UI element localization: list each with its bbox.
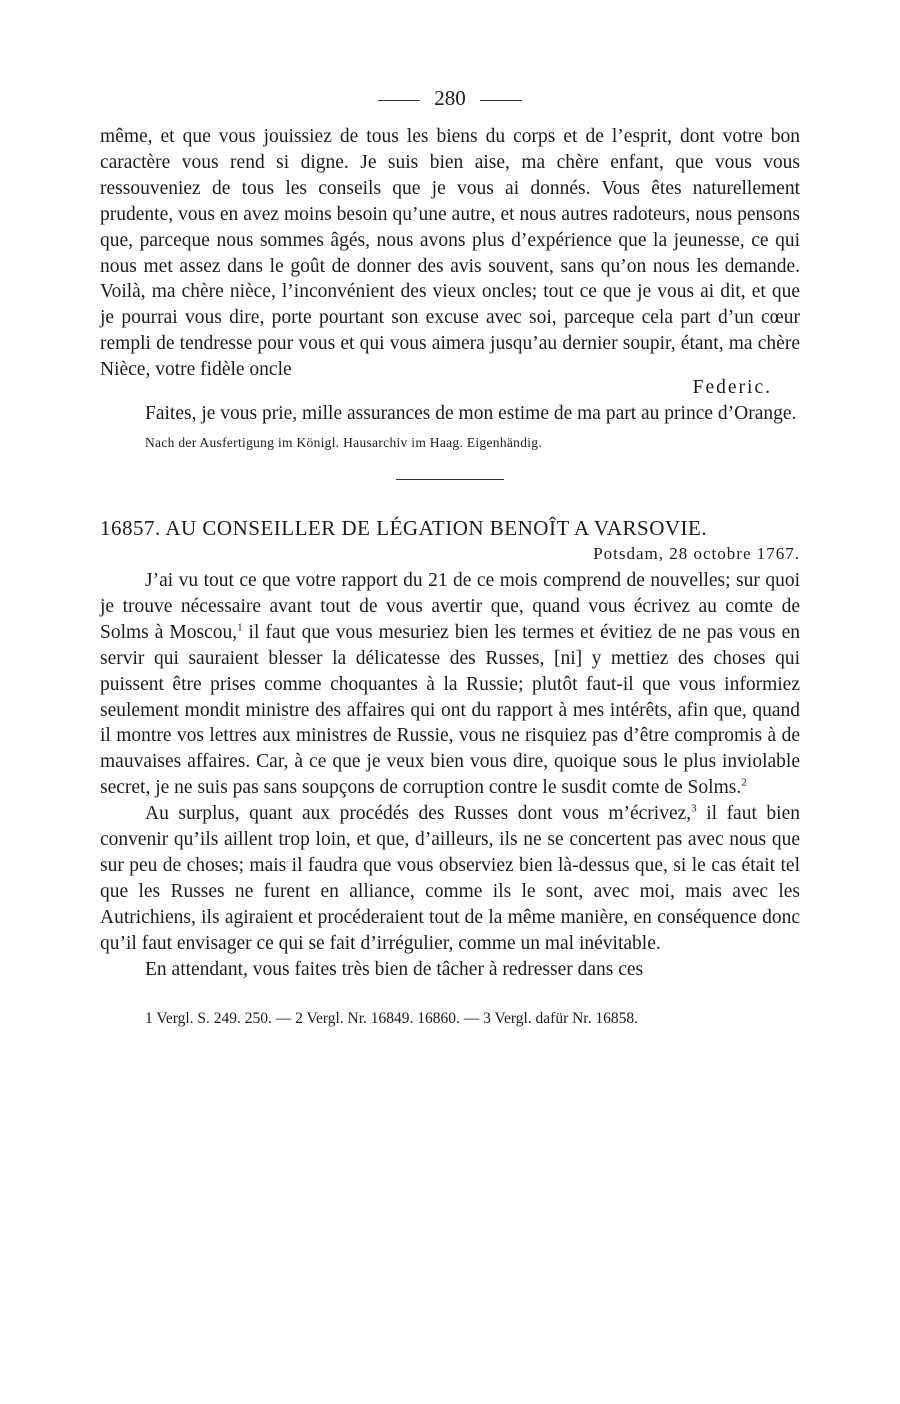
footnote-ref-3: 3	[691, 802, 697, 815]
letter-paragraph-1-text-b: il faut que vous mesuriez bien les termes et évitiez de ne pas vous en servir qui sauraient blesser la délicatesse des Russes, [ni] y mettiez des choses qui puissent être prises comme choquantes à la Russie; plutôt faut-il que vous informiez seulement mondit ministre des affaires qui ont du rapport à mes intérêts, afin que, quand il montre vos lettres aux ministres de Russie, vous ne risquiez pas d’être compromis à de mauvaises affaires. Car, à ce que je veux bien vous dire, quoique sous le plus inviolable secret, je ne suis pas sans soupçons de corruption contre le susdit comte de Solms.	[100, 621, 800, 799]
letter-paragraph-2-text-a: Au surplus, quant aux procédés des Russes dont vous m’écrivez,	[145, 803, 692, 825]
signature: Federic.	[692, 377, 772, 399]
header-rule-right	[480, 100, 522, 101]
source-note: Nach der Ausfertigung im Königl. Hausarchiv im Haag. Eigenhändig.	[145, 434, 543, 450]
letter-place-date: Potsdam, 28 octobre 1767.	[593, 543, 800, 563]
letter-paragraph-1	[100, 568, 800, 801]
header-rule-left	[378, 100, 420, 101]
letter-paragraph-2-text-b: il faut bien convenir qu’ils aillent trop loin, et que, d’ailleurs, ils ne se concertent pas avec nous que sur peu de choses; mais il faudra que vous observiez bien là-dessus que, si le cas était tel que les Russes ne furent en alliance, comme ils le sont, avec moi, mais avec les Autrichiens, ils agiraient et procéderaient tout de la même manière, en conséquence donc qu’il faut envisager ce qui se fait d’irrégulier, comme un mal inévitable.	[100, 803, 800, 954]
letter-paragraph-1-text-a: J’ai vu tout ce que votre rapport du 21 de ce mois comprend de nouvelles; sur quoi je trouve nécessaire avant tout de vous avertir que, quand vous écrivez au comte de Solms à Moscou,	[100, 569, 800, 643]
previous-letter-paragraph: même, et que vous jouissiez de tous les biens du corps et de l’esprit, dont votre bon caractère vous rend si digne. Je suis bien aise, ma chère enfant, que vous vous ressouveniez de tous les conseils que je vous ai donnés. Vous êtes naturellement prudente, vous en avez moins besoin qu’une autre, et nous autres radoteurs, nous pensons que, parceque nous sommes âgés, nous avons plus d’expérience que la jeunesse, ce qui nous met assez dans le goût de donner des avis souvent, sans qu’on nous les demande. Voilà, ma chère nièce, l’inconvénient des vieux oncles; tout ce que je vous ai dit, et que je pourrai vous dire, porte pourtant son excuse avec soi, parceque cela part d’un cœur rempli de tendresse pour vous et qui vous aimera jusqu’au dernier soupir, étant, ma chère Nièce, votre fidèle oncle	[100, 126, 800, 381]
letter-heading: 16857. AU CONSEILLER DE LÉGATION BENOÎT A VARSOVIE.	[100, 515, 708, 540]
footnote-ref-2: 2	[741, 776, 747, 789]
letter-paragraph-3: En attendant, vous faites très bien de tâcher à redresser dans ces	[145, 958, 644, 980]
footnote-ref-1: 1	[237, 621, 243, 634]
letter-paragraph-2	[100, 801, 800, 956]
page-number: 280	[434, 86, 466, 110]
section-divider	[396, 479, 504, 480]
page	[100, 84, 800, 1029]
footnotes: 1 Vergl. S. 249. 250. — 2 Vergl. Nr. 16849. 16860. — 3 Vergl. dafür Nr. 16858.	[145, 1010, 638, 1028]
postscript: Faites, je vous prie, mille assurances de mon estime de ma part au prince d’Orange.	[145, 403, 797, 425]
page-header	[100, 84, 800, 124]
